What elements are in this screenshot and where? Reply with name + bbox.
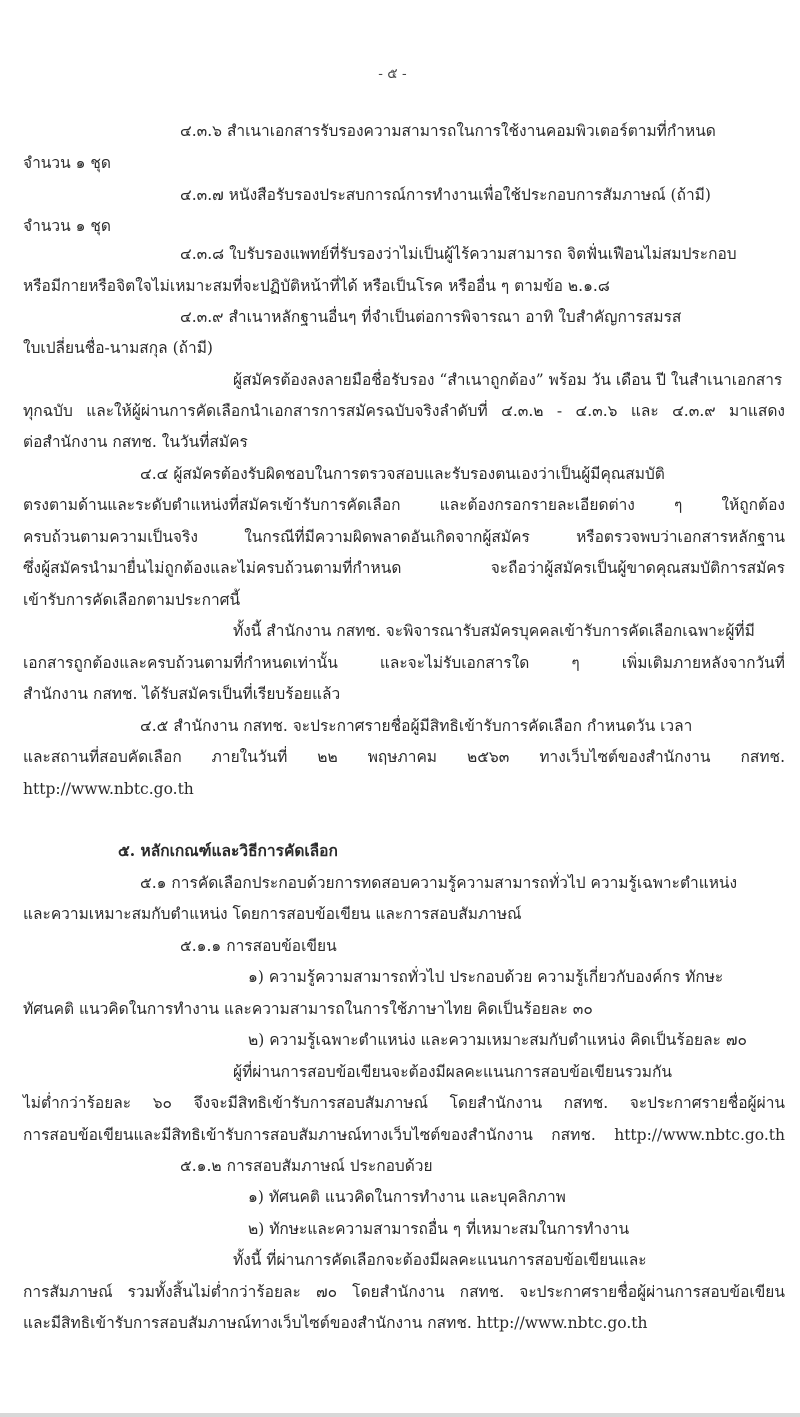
- scan-border: [0, 1413, 800, 1417]
- text-line: ทั้งนี้ สำนักงาน กสทช. จะพิจารณารับสมัครบุคคลเข้ารับการคัดเลือกเฉพาะผู้ที่มี: [233, 622, 755, 640]
- text-line: จำนวน ๑ ชุด: [23, 154, 111, 172]
- text-line: ๑) ความรู้ความสามารถทั่วไป ประกอบด้วย ความรู้เกี่ยวกับองค์กร ทักษะ: [248, 968, 724, 986]
- text-line: หรือมีกายหรือจิตใจไม่เหมาะสมที่จะปฏิบัติหน้าที่ได้ หรือเป็นโรค หรืออื่น ๆ ตามข้อ ๒.๑.๘: [23, 277, 610, 295]
- subsection-heading: ๕.๑.๒ การสอบสัมภาษณ์ ประกอบด้วย: [180, 1157, 433, 1175]
- text-line: สำนักงาน กสทช. ได้รับสมัครเป็นที่เรียบร้อยแล้ว: [23, 685, 341, 703]
- text-line: ๔.๔ ผู้สมัครต้องรับผิดชอบในการตรวจสอบและรับรองตนเองว่าเป็นผู้มีคุณสมบัติ: [140, 465, 665, 483]
- text-line: ๔.๓.๖ สำเนาเอกสารรับรองความสามารถในการใช้งานคอมพิวเตอร์ตามที่กำหนด: [180, 122, 716, 140]
- text-line: เอกสารถูกต้องและครบถ้วนตามที่กำหนดเท่านั้น และจะไม่รับเอกสารใด ๆ เพิ่มเติมภายหลังจากวันที่: [23, 654, 785, 672]
- text-line: การสัมภาษณ์ รวมทั้งสิ้นไม่ต่ำกว่าร้อยละ ๗๐ โดยสำนักงาน กสทช. จะประกาศรายชื่อผู้ผ่านการสอบข้อเขียน: [23, 1283, 785, 1301]
- text-line: ๕.๑ การคัดเลือกประกอบด้วยการทดสอบความรู้ความสามารถทั่วไป ความรู้เฉพาะตำแหน่ง: [140, 874, 738, 892]
- text-line: ซึ่งผู้สมัครนำมายื่นไม่ถูกต้องและไม่ครบถ้วนตามที่กำหนด จะถือว่าผู้สมัครเป็นผู้ขาดคุณสมบัติการสมัคร: [23, 559, 785, 577]
- text-line: และมีสิทธิเข้ารับการสอบสัมภาษณ์ทางเว็บไซต์ของสำนักงาน กสทช. http://www.nbtc.go.th: [23, 1314, 648, 1332]
- text-line: ๔.๕ สำนักงาน กสทช. จะประกาศรายชื่อผู้มีสิทธิเข้ารับการคัดเลือก กำหนดวัน เวลา: [140, 717, 693, 735]
- section-heading: ๕. หลักเกณฑ์และวิธีการคัดเลือก: [118, 841, 338, 860]
- text-line: ๔.๓.๘ ใบรับรองแพทย์ที่รับรองว่าไม่เป็นผู้ไร้ความสามารถ จิตฟั่นเฟือนไม่สมประกอบ: [180, 245, 737, 263]
- text-line: ทั้งนี้ ที่ผ่านการคัดเลือกจะต้องมีผลคะแนนการสอบข้อเขียนและ: [233, 1251, 647, 1269]
- text-line: ตรงตามด้านและระดับตำแหน่งที่สมัครเข้ารับการคัดเลือก และต้องกรอกรายละเอียดต่าง ๆ ให้ถูกต้อง: [23, 496, 785, 514]
- url-text: http://www.nbtc.go.th: [23, 780, 194, 798]
- text-line: ๑) ทัศนคติ แนวคิดในการทำงาน และบุคลิกภาพ: [248, 1188, 566, 1206]
- text-line: เข้ารับการคัดเลือกตามประกาศนี้: [23, 591, 241, 609]
- subsection-heading: ๕.๑.๑ การสอบข้อเขียน: [180, 937, 337, 955]
- text-line: จำนวน ๑ ชุด: [23, 217, 111, 235]
- text-line: ๔.๓.๙ สำเนาหลักฐานอื่นๆ ที่จำเป็นต่อการพิจารณา อาทิ ใบสำคัญการสมรส: [180, 308, 682, 326]
- text-line: ทัศนคติ แนวคิดในการทำงาน และความสามารถในการใช้ภาษาไทย คิดเป็นร้อยละ ๓๐: [23, 1000, 593, 1018]
- text-line: ผู้สมัครต้องลงลายมือชื่อรับรอง “สำเนาถูกต้อง” พร้อม วัน เดือน ปี ในสำเนาเอกสาร: [233, 371, 783, 389]
- text-line: ทุกฉบับ และให้ผู้ผ่านการคัดเลือกนำเอกสารการสมัครฉบับจริงลำดับที่ ๔.๓.๒ - ๔.๓.๖ และ ๔.๓.๙ มาแสดง: [23, 402, 785, 420]
- text-line: ต่อสำนักงาน กสทช. ในวันที่สมัคร: [23, 433, 248, 451]
- text-line: ๒) ความรู้เฉพาะตำแหน่ง และความเหมาะสมกับตำแหน่ง คิดเป็นร้อยละ ๗๐: [248, 1031, 747, 1049]
- text-line: การสอบข้อเขียนและมีสิทธิเข้ารับการสอบสัมภาษณ์ทางเว็บไซต์ของสำนักงาน กสทช. http://www.nbtc.go.th: [23, 1126, 785, 1144]
- text-line: ๔.๓.๗ หนังสือรับรองประสบการณ์การทำงานเพื่อใช้ประกอบการสัมภาษณ์ (ถ้ามี): [180, 186, 711, 204]
- text-line: ๒) ทักษะและความสามารถอื่น ๆ ที่เหมาะสมในการทำงาน: [248, 1220, 630, 1238]
- text-line: ผู้ที่ผ่านการสอบข้อเขียนจะต้องมีผลคะแนนการสอบข้อเขียนรวมกัน: [233, 1063, 672, 1081]
- page-number: - ๕ -: [378, 66, 407, 82]
- text-line: ไม่ต่ำกว่าร้อยละ ๖๐ จึงจะมีสิทธิเข้ารับการสอบสัมภาษณ์ โดยสำนักงาน กสทช. จะประกาศรายชื่อผู้ผ่าน: [23, 1094, 785, 1112]
- text-line: และความเหมาะสมกับตำแหน่ง โดยการสอบข้อเขียน และการสอบสัมภาษณ์: [23, 905, 522, 923]
- text-line: และสถานที่สอบคัดเลือก ภายในวันที่ ๒๒ พฤษภาคม ๒๕๖๓ ทางเว็บไซต์ของสำนักงาน กสทช.: [23, 748, 785, 766]
- text-line: ครบถ้วนตามความเป็นจริง ในกรณีที่มีความผิดพลาดอันเกิดจากผู้สมัคร หรือตรวจพบว่าเอกสารหลักฐาน: [23, 528, 785, 546]
- text-line: ใบเปลี่ยนชื่อ-นามสกุล (ถ้ามี): [23, 339, 213, 357]
